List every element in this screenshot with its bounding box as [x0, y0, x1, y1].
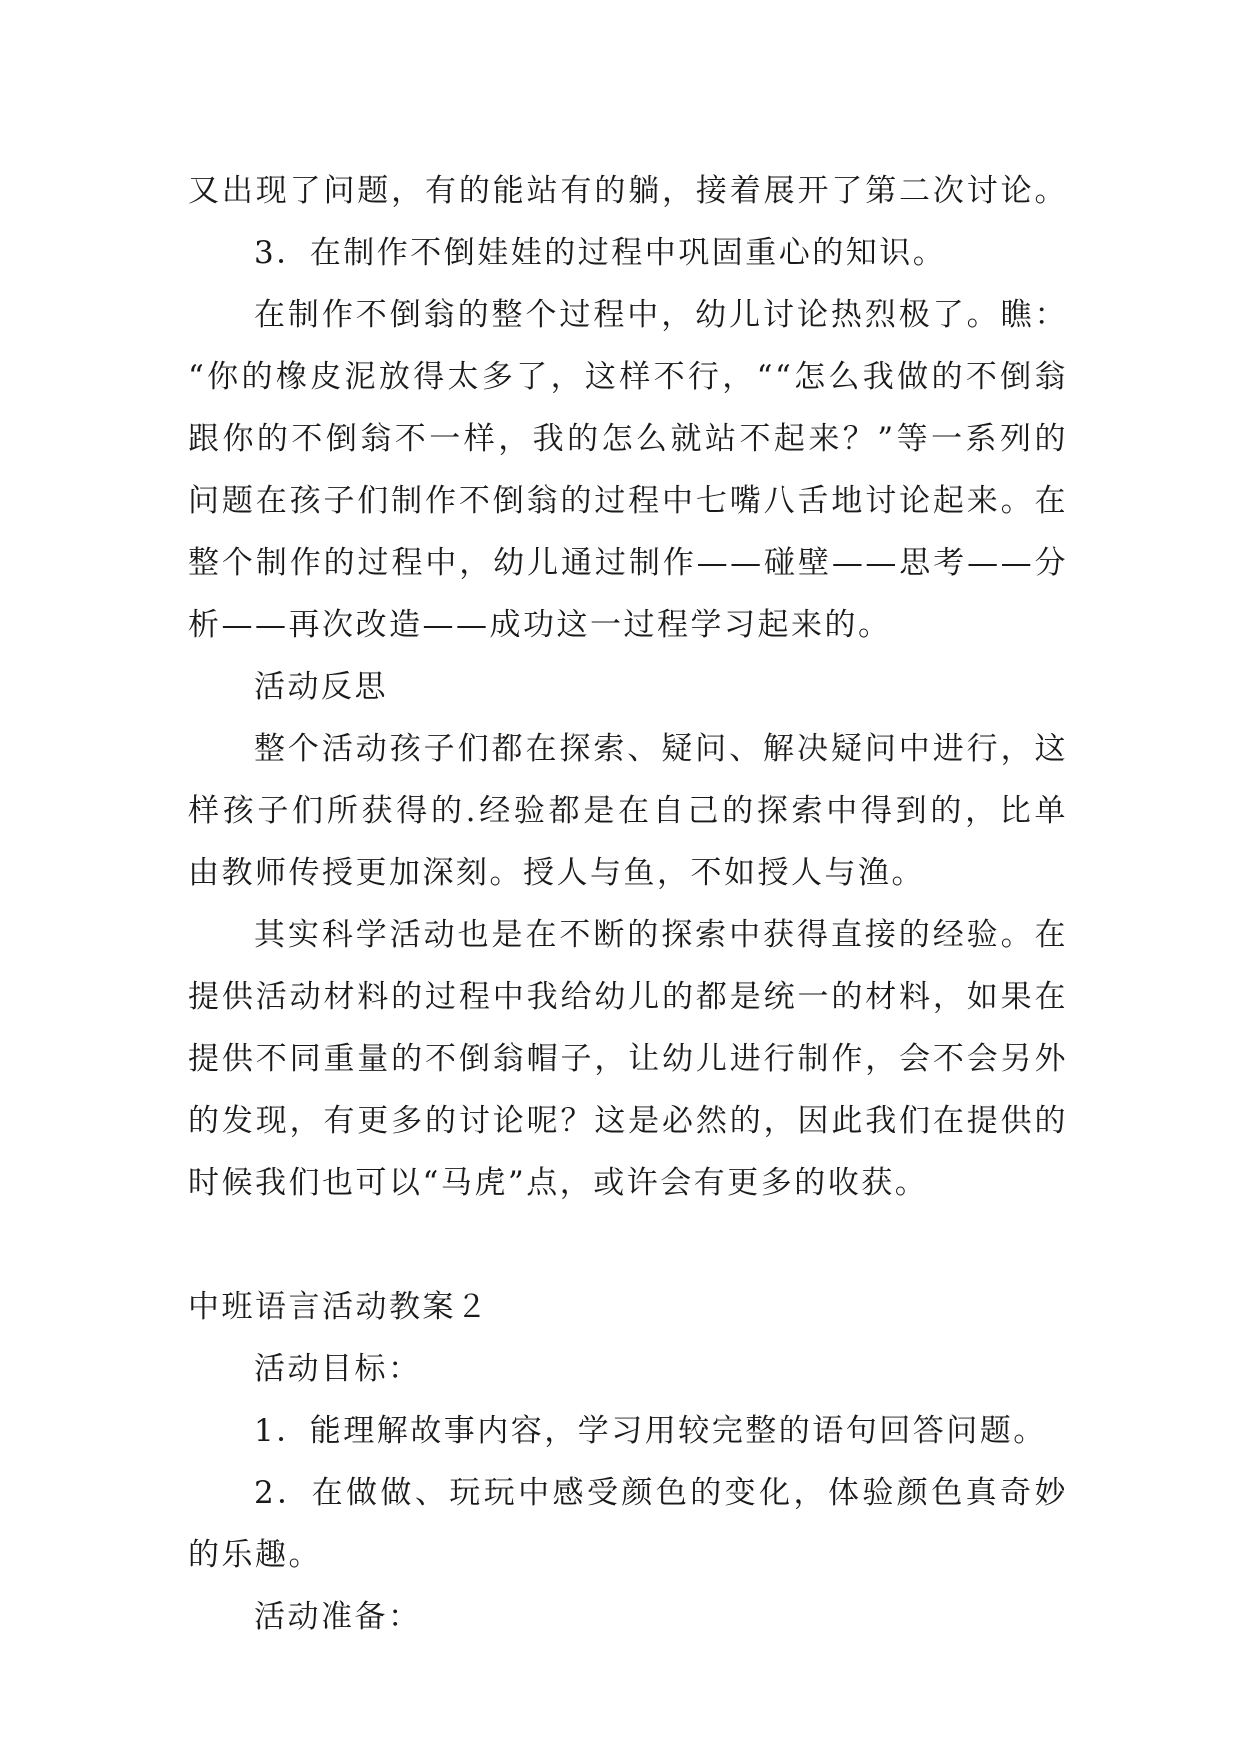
paragraph-line: 整个制作的过程中，幼儿通过制作——碰壁——思考——分	[188, 545, 1068, 581]
paragraph-line: 的乐趣。	[188, 1537, 322, 1573]
section-heading-goals: 活动目标：	[254, 1351, 422, 1387]
paragraph-line: 问题在孩子们制作不倒翁的过程中七嘴八舌地讨论起来。在	[188, 483, 1068, 519]
list-item-2: 2．在做做、玩玩中感受颜色的变化，体验颜色真奇妙	[254, 1475, 1068, 1511]
paragraph-line: 由教师传授更加深刻。授人与鱼，不如授人与渔。	[188, 855, 925, 891]
paragraph-line: 样孩子们所获得的.经验都是在自己的探索中得到的，比单	[188, 793, 1068, 829]
paragraph-line: 析——再次改造——成功这一过程学习起来的。	[188, 607, 892, 643]
paragraph-gap	[188, 1214, 1068, 1276]
paragraph-line: 又出现了问题，有的能站有的躺，接着展开了第二次讨论。	[188, 173, 1068, 209]
paragraph-line: 提供不同重量的不倒翁帽子，让幼儿进行制作，会不会另外	[188, 1041, 1068, 1077]
paragraph-line: 跟你的不倒翁不一样，我的怎么就站不起来？”等一系列的	[188, 421, 1068, 457]
document-page	[188, 160, 1068, 1648]
paragraph-line: 提供活动材料的过程中我给幼儿的都是统一的材料，如果在	[188, 979, 1068, 1015]
list-item-3: 3．在制作不倒娃娃的过程中巩固重心的知识。	[254, 235, 947, 271]
section-heading-preparation: 活动准备：	[254, 1599, 422, 1635]
list-item-1: 1．能理解故事内容，学习用较完整的语句回答问题。	[254, 1413, 1047, 1449]
paragraph-line: 时候我们也可以“马虎”点，或许会有更多的收获。	[188, 1165, 929, 1201]
paragraph-line: 在制作不倒翁的整个过程中，幼儿讨论热烈极了。瞧：	[254, 297, 1068, 333]
paragraph-line: “你的橡皮泥放得太多了，这样不行，““怎么我做的不倒翁	[188, 359, 1068, 395]
document-title: 中班语言活动教案２	[188, 1289, 490, 1325]
paragraph-line: 其实科学活动也是在不断的探索中获得直接的经验。在	[254, 917, 1068, 953]
paragraph-line: 的发现，有更多的讨论呢？这是必然的，因此我们在提供的	[188, 1103, 1068, 1139]
section-heading-reflection: 活动反思	[254, 669, 388, 705]
paragraph-line: 整个活动孩子们都在探索、疑问、解决疑问中进行，这	[254, 731, 1068, 767]
